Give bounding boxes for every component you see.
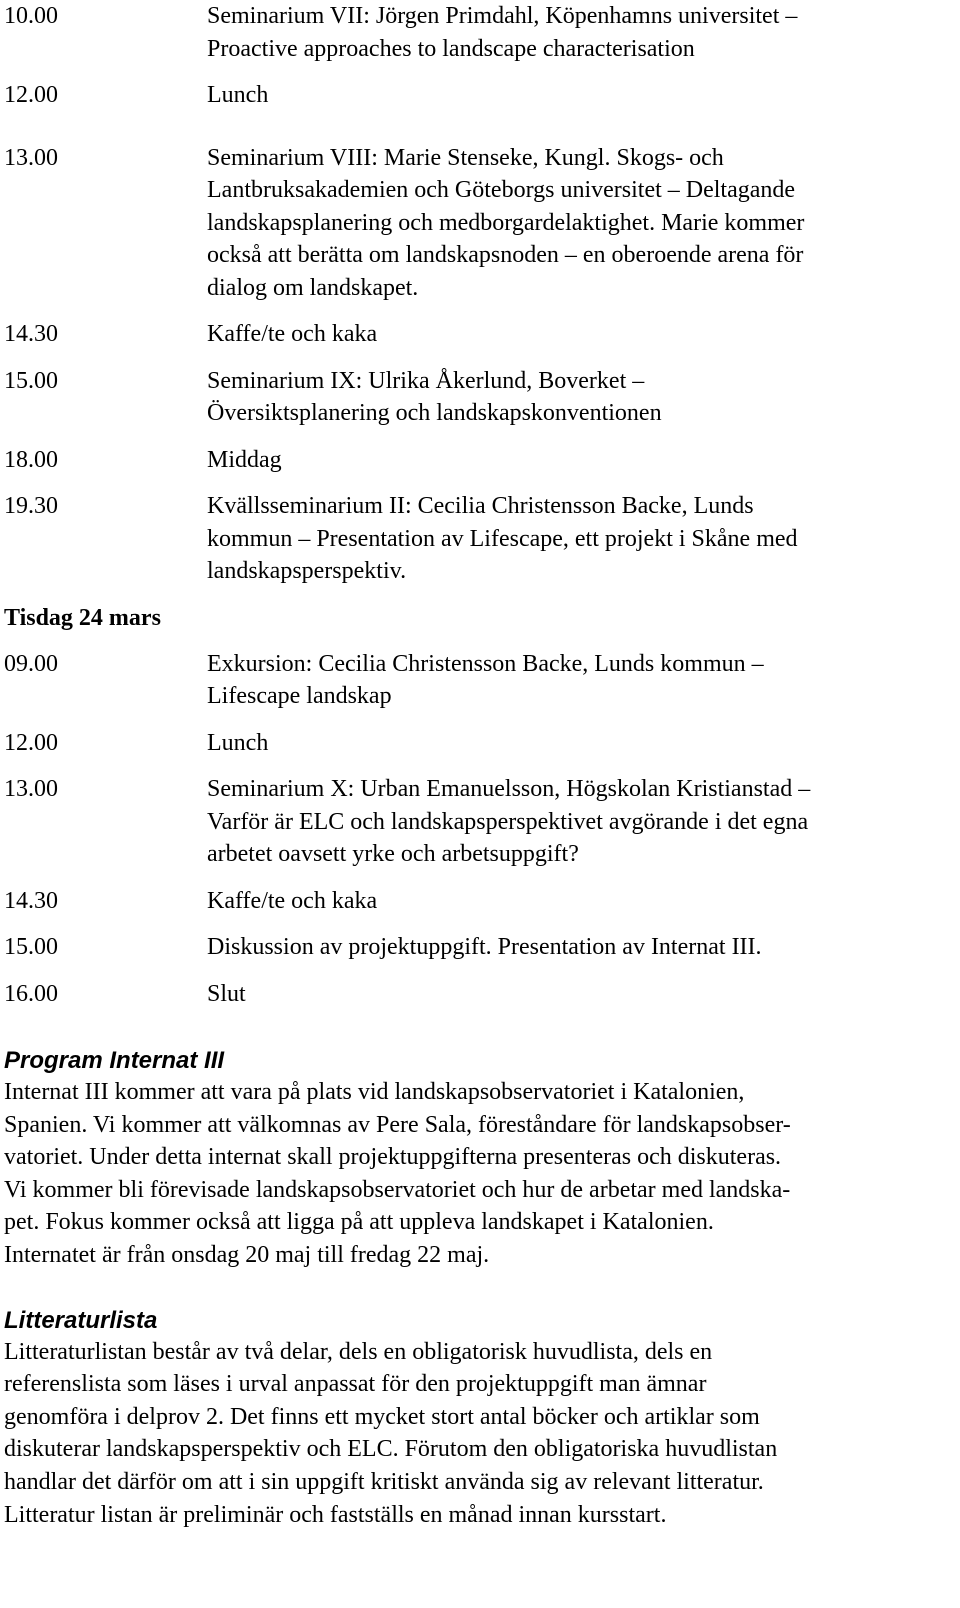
schedule-row xyxy=(4,318,954,351)
schedule-row xyxy=(4,490,954,588)
schedule-line: Seminarium IX: Ulrika Åkerlund, Boverket – xyxy=(207,367,645,394)
schedule-line: Lunch xyxy=(207,729,269,756)
schedule-row xyxy=(4,648,954,713)
paragraph-line: handlar det därför om att i sin uppgift kritiskt använda sig av relevant litteratur. xyxy=(4,1468,764,1495)
schedule-row xyxy=(4,885,954,918)
schedule-line: Kaffe/te och kaka xyxy=(207,321,378,347)
schedule-line: landskapsperspektiv. xyxy=(207,558,407,584)
document-page xyxy=(4,0,954,1531)
schedule-row xyxy=(4,142,954,305)
schedule-time: 12.00 xyxy=(4,82,58,108)
schedule-line: Kvällsseminarium II: Cecilia Christensson Backe, Lunds xyxy=(207,493,754,519)
paragraph-line: Spanien. Vi kommer att välkomnas av Pere Sala, föreståndare för landskapsobser- xyxy=(4,1111,791,1138)
schedule-row xyxy=(4,444,954,477)
paragraph-line: pet. Fokus kommer också att ligga på att uppleva landskapet i Katalonien. xyxy=(4,1209,714,1236)
schedule-text xyxy=(207,931,927,964)
schedule-line: arbetet oavsett yrke och arbetsuppgift? xyxy=(207,841,579,867)
paragraph-line: diskuterar landskapsperspektiv och ELC. Förutom den obligatoriska huvudlistan xyxy=(4,1436,778,1463)
schedule-text xyxy=(207,727,927,760)
paragraph-line: genomföra i delprov 2. Det finns ett mycket stort antal böcker och artiklar som xyxy=(4,1403,760,1430)
schedule-row xyxy=(4,79,954,112)
schedule-line: landskapsplanering och medborgardelaktighet. Marie kommer xyxy=(207,209,805,236)
schedule-row xyxy=(4,365,954,430)
schedule-text xyxy=(207,490,927,588)
schedule-line: Kaffe/te och kaka xyxy=(207,887,378,914)
schedule-row xyxy=(4,978,954,1011)
schedule-time: 15.00 xyxy=(4,934,58,960)
schedule-line: också att berätta om landskapsnoden – en oberoende arena för xyxy=(207,242,804,268)
schedule-line: Seminarium X: Urban Emanuelsson, Högskolan Kristianstad – xyxy=(207,776,811,802)
paragraph-line: Litteraturlistan består av två delar, dels en obligatorisk huvudlista, dels en xyxy=(4,1338,713,1365)
paragraph-line: Internat III kommer att vara på plats vid landskapsobservatoriet i Katalonien, xyxy=(4,1079,745,1105)
schedule-row xyxy=(4,727,954,760)
schedule-line: kommun – Presentation av Lifescape, ett projekt i Skåne med xyxy=(207,525,798,552)
schedule-line: Översiktsplanering och landskapskonventionen xyxy=(207,400,662,426)
schedule-time: 12.00 xyxy=(4,729,58,756)
schedule-line: Slut xyxy=(207,980,246,1007)
schedule-line: Diskussion av projektuppgift. Presentation av Internat III. xyxy=(207,934,762,960)
paragraph-line: vatoriet. Under detta internat skall projektuppgifterna presenteras och diskuteras. xyxy=(4,1144,782,1171)
section-heading: Litteraturlista xyxy=(4,1306,158,1334)
schedule-line: Lunch xyxy=(207,82,269,108)
schedule-time: 16.00 xyxy=(4,980,58,1007)
paragraph-line: referenslista som läses i urval anpassat för den projektuppgift man ämnar xyxy=(4,1371,707,1398)
schedule-time: 19.30 xyxy=(4,493,58,519)
schedule-time: 14.30 xyxy=(4,321,58,347)
day-heading: Tisdag 24 mars xyxy=(4,604,161,631)
paragraph-line: Litteratur listan är preliminär och fastställs en månad innan kursstart. xyxy=(4,1501,667,1528)
schedule-time: 13.00 xyxy=(4,144,58,171)
schedule-text xyxy=(207,978,927,1011)
internat-section xyxy=(4,1046,954,1272)
schedule-line: Lantbruksakademien och Göteborgs universitet – Deltagande xyxy=(207,177,796,203)
schedule-line: Exkursion: Cecilia Christensson Backe, Lunds kommun – xyxy=(207,650,764,677)
schedule-row xyxy=(4,0,954,65)
schedule-text xyxy=(207,79,927,112)
internat-paragraph xyxy=(4,1076,944,1272)
schedule-time: 18.00 xyxy=(4,446,58,473)
schedule-row xyxy=(4,931,954,964)
schedule-monday-tail xyxy=(4,0,954,1010)
paragraph-line: Vi kommer bli förevisade landskapsobservatoriet och hur de arbetar med landska- xyxy=(4,1176,791,1203)
schedule-text xyxy=(207,773,927,871)
section-heading: Program Internat III xyxy=(4,1047,225,1074)
schedule-line: Varför är ELC och landskapsperspektivet avgörande i det egna xyxy=(207,808,809,835)
schedule-text xyxy=(207,142,927,305)
schedule-time: 09.00 xyxy=(4,650,58,677)
schedule-line: Middag xyxy=(207,446,282,473)
schedule-line: Seminarium VII: Jörgen Primdahl, Köpenhamns universitet – xyxy=(207,3,798,29)
schedule-line: Seminarium VIII: Marie Stenseke, Kungl. Skogs- och xyxy=(207,144,724,171)
schedule-time: 13.00 xyxy=(4,776,58,802)
schedule-line: dialog om landskapet. xyxy=(207,274,419,301)
schedule-line: Lifescape landskap xyxy=(207,683,392,709)
literature-section xyxy=(4,1306,954,1532)
schedule-text xyxy=(207,648,927,713)
schedule-text xyxy=(207,444,927,477)
paragraph-line: Internatet är från onsdag 20 maj till fredag 22 maj. xyxy=(4,1241,490,1268)
schedule-row xyxy=(4,773,954,871)
schedule-text xyxy=(207,0,927,65)
schedule-text xyxy=(207,318,927,351)
schedule-text xyxy=(207,885,927,918)
schedule-text xyxy=(207,365,927,430)
schedule-time: 14.30 xyxy=(4,887,58,914)
schedule-time: 10.00 xyxy=(4,3,58,29)
schedule-line: Proactive approaches to landscape characterisation xyxy=(207,35,695,62)
literature-paragraph xyxy=(4,1336,944,1532)
schedule-time: 15.00 xyxy=(4,367,58,394)
